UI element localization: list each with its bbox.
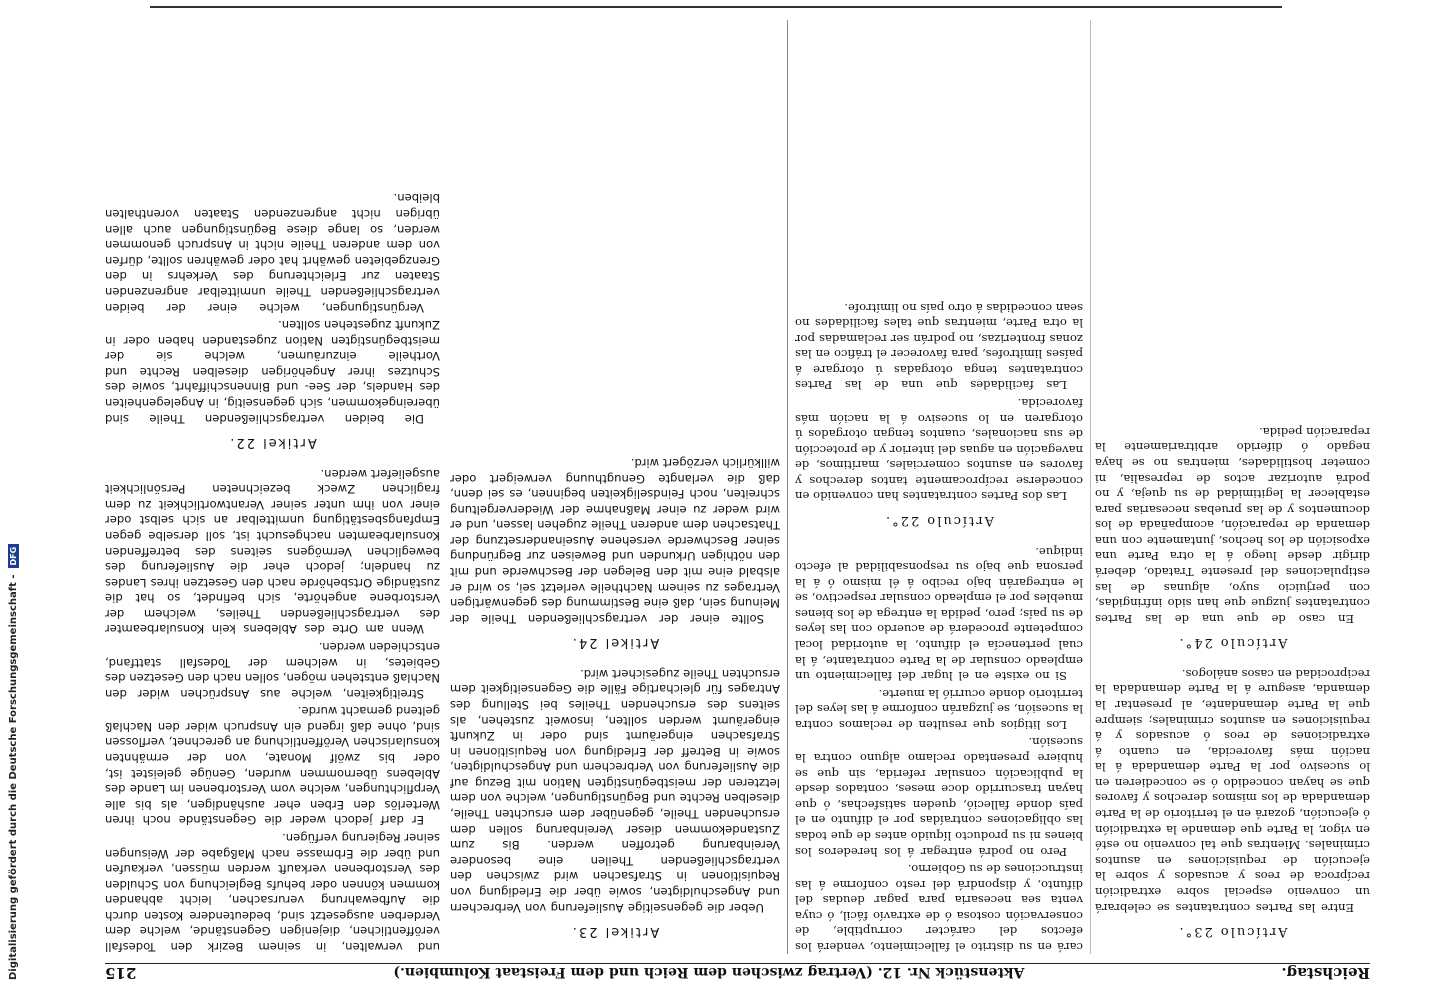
paragraph: Sollte einer der vertragschließenden Theile der Meinung sein, daß eine Bestimmung des gegenwärtigen Vertrages zu seinem Nachtheile verletzt sei, so wird er alsbald eine mit den Belegen der Beschwerde und mit den nöthigen Urkunden und Beweisen zur Begründung seiner Beschwerde versehene Auseinandersetzung der Thatsachen dem anderen Theile zugehen lassen, und er wird weder zu einer Maßnahme der Wiedervergeltung schreiten, noch Feindseligkeiten beginnen, es sei denn, daß die verlangte Genugthuung verweigert oder willkürlich verzögert wird. (450, 456, 780, 626)
paragraph: Die beiden vertragschließenden Theile sind übereingekommen, sich gegenseitig, in Angelegenheiten des Handels, der See- und Binnenschiffahrt, sowie des Schutzes ihrer Angehörigen dieselben Rechte und Vortheile einzuräumen, welche sie der meistbegünstigten Nation zugestanden haben oder in Zukunft zugestehen sollten. (105, 318, 440, 426)
spanish-column-2 (1095, 20, 1370, 954)
header-left: Reichstag. (1281, 964, 1370, 982)
credit-text-wrapper (2, 380, 24, 980)
paragraph: Ueber die gegenseitige Auslieferung von Verbrechern und Angeschuldigten, sowie über die Erledigung von Requisitionen in Strafsachen wird zwischen den vertragschließenden Theilen eine besondere Vereinbarung getroffen werden. Bis zum Zustandekommen dieser Vereinbarung sollen dem ersuchenden Theile, gegenüber dem ersuchten Theile, dieselben Rechte und Begünstigungen, welche von dem letzteren der meistbegünstigten Nation mit Bezug auf die Auslieferung von Verbrechern und Angeschuldigten, sowie in Betreff der Erledigung von Requisitionen in Strafsachen eingeräumt sind oder in Zukunft eingeräumt werden sollten, insoweit zustehen, als seitens des ersuchenden Theiles bei Stellung des Antrages für gleichartige Fälle die Gegenseitigkeit dem ersuchten Theile zugesichert wird. (450, 666, 780, 915)
paragraph: Las dos Partes contratantes han convenido en concederse recíprocamente tantos derechos y favores en asuntos comerciales, marítimos, de navegación en aguas del interior y de protección de sus nacionales, cuantos tengan otorgados ú otorgaren en lo sucesivo á la nación más favorecida. (795, 396, 1083, 504)
paragraph: Streitigkeiten, welche aus Ansprüchen wider den Nachlaß entstehen mögen, sollen nach den Gesetzen des Gebietes, in welchem der Todesfall stattfand, entschieden werden. (105, 640, 440, 701)
paragraph: Vergünstigungen, welche einer der beiden vertragschließenden Theile unmittelbar angrenzenden Staaten zur Erleichterung des Verkehrs in den Grenzgebieten gewährt hat oder gewähren sollte, dürfen von dem anderen Theile nicht in Anspruch genommen werden, so lange diese Begünstigungen auch allen übrigen nicht angrenzenden Staaten vorenthalten bleiben. (105, 191, 440, 315)
footer-rule (150, 6, 1282, 8)
column-divider-left (1090, 20, 1091, 954)
paragraph: Entre las Partes contratantes se celebrará un convenio especial sobre extradición recíproca de reos y acusados y sobre la ejecución de requisiciones en asuntos criminales. Mientras que tal convenio no esté en vigor, la Parte que demande la extradición ó ejecución, gozará en el territorio de la Parte demandada de los mismos derechos y favores que se hayan concedido ó se concedieren en lo sucesivo por la Parte demandada á la nación más favorecida, en cuanto á extradiciones de reos ó acusados y á requisiciones en asuntos criminales; siempre que la Parte demandante, al presentar la demanda, asegure á la Parte demandada la reciprocidad en casos análogos. (1095, 666, 1370, 915)
article-heading: Artikel 22. (228, 435, 317, 451)
digitization-credit (2, 380, 24, 980)
dfg-logo: DFG (8, 544, 19, 569)
page-header (105, 963, 1370, 990)
paragraph: Si no existe en el lugar del fallecimiento un empleado consular de la Parte contratante, á la cual pertenecía el difunto, la autoridad local competente procederá de acuerdo con las leyes de su país; pero, pedida la entrega de los bienes muebles por el empleado consular respectivo, se le entregarán bajo recibo á él mismo ó á la persona que bajo su responsabilidad al efecto indique. (795, 544, 1083, 684)
article-heading: Artículo 23°. (1177, 924, 1288, 939)
article-heading: Artikel 24. (570, 635, 660, 651)
german-column-1 (105, 20, 440, 954)
paragraph: Er darf jedoch weder die Gegenstände noch ihren Werterlös den Erben eher aushändigen, als bis alle Verpflichtungen, welche vom Verstorbenen im Lande des Ablebens übernommen wurden, Genüge geleistet ist, oder bis zwölf Monate, von der ermähnten konsularischen Veröffentlichung an gerechnet, verflossen sind, ohne daß irgend ein Anspruch wider den Nachlaß geltend gemacht wurde. (105, 704, 440, 828)
paragraph: Los litigios que resulten de reclamos contra la sucesión, se juzgarán conforme á las leyes del territorio donde ocurrió la muerte. (795, 686, 1083, 732)
header-title: Aktenstück Nr. 12. (Vertrag zwischen dem Reich und dem Freistaat Kolumbien.) (393, 964, 1025, 980)
paragraph: und verwalten, in seinem Bezirk den Todesfall veröffentlichen, diejenigen Gegenstände, welche dem Verderben ausgesetzt sind, bedeutendere Kosten durch die Aufbewahrung verursachen, leicht abhanden kommen können oder behufs Begleichung von Schulden des Verstorbenen verkauft werden müssen, verkaufen und über die Erbmasse nach Maßgabe der Weisungen seiner Regierung verfügen. (105, 830, 440, 954)
paragraph: Wenn am Orte des Ablebens kein Konsularbeamter des vertragschließenden Theiles, welchem der Verstorbene angehörte, sich befindet, so hat die zuständige Ortsbehörde nach den Gesetzen ihres Landes zu handeln; jedoch eher die Auslieferung des beweglichen Vermögens seitens des betreffenden Konsularbeamten nachgesucht ist, soll derselbe gegen Empfangsbestätigung unmittelbar an sich selbst oder einer von ihm unter seiner Verantwortlichkeit zu dem fraglichen Zweck bezeichneten Persönlichkeit ausgeliefert werden. (105, 466, 440, 637)
german-column-2 (450, 20, 780, 954)
paragraph: cará en su distrito el fallecimiento, venderá los efectos del carácter corruptible, de conservación costosa ó de extravío fácil, ó cuya venta sea necesaria para pagar deudas del difunto, y dispondrá del resto conforme á las instrucciones de su Gobierno. (795, 862, 1083, 954)
article-heading: Artículo 24°. (1177, 635, 1288, 651)
credit-text: Digitalisierung gefördert durch die Deutsche Forschungsgemeinschaft - (7, 574, 19, 980)
spanish-column-1 (795, 20, 1083, 954)
page-number: 215 (105, 964, 137, 982)
paragraph: En caso de que una de las Partes contratantes juzgue que han sido infringidas, con perjuicio suyo, algunas de las estipulaciones del presente Tratado, deberá dirigir desde luego á la otra Parte una exposición de los hechos, juntamente con una demanda de reparación, acompañada de los documentos y de las pruebas necesarias para establecer la legitimidad de su queja, y no podrá autorizar actos de represalia, ni cometer hostilidades, mientras no se haya negado ó diferido arbitrariamente la reparación pedida. (1095, 424, 1370, 626)
paragraph: Pero no podrá entregar á los herederos los bienes ni su producto líquido antes de que todas las obligaciones contraídas por el difunto en el país donde falleció, queden satisfechas, ó que hayan trascurrido doce meses, contados desde la publicación consular referida, sin que se hubiere presentado reclamo alguno contra la sucesión. (795, 735, 1083, 859)
article-heading: Artikel 23. (570, 924, 660, 939)
paragraph: Las facilidades que una de las Partes contratantes tenga otorgadas ú otorgare á países limítrofes, para favorecer el tráfico en las zonas fronterizas, no podrán ser reclamadas por la otra Parte, mientras que tales facilidades no sean concedidas á otro país no limítrofe. (795, 300, 1083, 393)
article-heading: Artículo 22°. (884, 512, 994, 528)
column-divider-center (787, 20, 788, 954)
